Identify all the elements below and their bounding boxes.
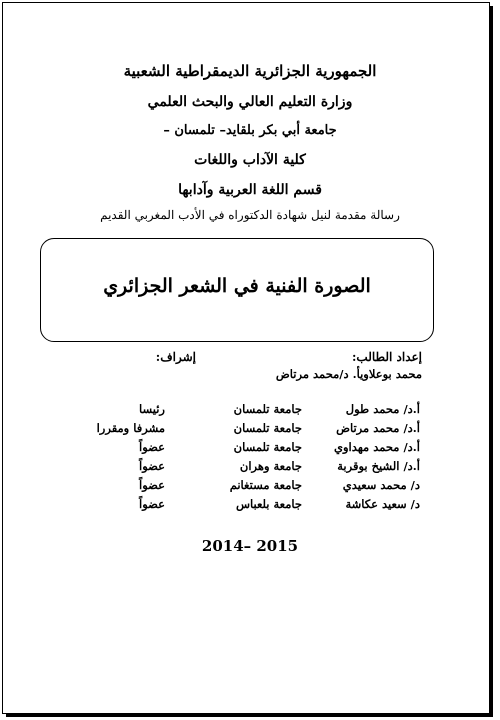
academic-year: 2014– 2015: [201, 537, 299, 555]
committee-row: [90, 497, 420, 516]
member-name: أ.د/ الشيخ بوقربة: [337, 459, 420, 473]
thesis-title-box: [40, 238, 434, 342]
member-university: جامعة بلعباس: [235, 497, 302, 511]
committee-row: [90, 402, 420, 421]
student-supervisor-names: محمد بوعلاويأ. د/محمد مرتاض: [275, 367, 422, 381]
member-name: أ.د/ محمد مهداوي: [333, 440, 420, 454]
supervision-label: إشراف:: [155, 350, 196, 364]
member-university: جامعة تلمسان: [233, 440, 302, 454]
page-shadow-bottom: [6, 713, 493, 717]
member-role: عضواً: [139, 478, 165, 492]
page-shadow-right: [489, 6, 493, 717]
faculty-heading: كلية الآداب واللغات: [194, 152, 306, 168]
member-university: جامعة وهران: [239, 459, 302, 473]
member-role: عضواً: [139, 459, 165, 473]
university-heading: جامعة أبي بكر بلقايد– تلمسان –: [163, 123, 337, 138]
committee-row: [90, 440, 420, 459]
member-name: د/ سعيد عكاشة: [345, 497, 420, 511]
member-name: أ.د/ محمد طول: [345, 402, 420, 416]
ministry-heading: وزارة التعليم العالي والبحث العلمي: [147, 94, 353, 110]
member-name: أ.د/ محمد مرتاض: [336, 421, 420, 435]
committee-row: [90, 459, 420, 478]
committee-table: [90, 402, 420, 516]
prepared-by-label: إعداد الطالب:: [351, 350, 422, 364]
member-role: مشرفا ومقررا: [96, 421, 165, 435]
member-university: جامعة مستغانم: [229, 478, 302, 492]
thesis-note: رسالة مقدمة لنيل شهادة الدكتوراه في الأدب المغربي القديم: [100, 208, 400, 222]
member-role: رئيسا: [139, 402, 165, 416]
republic-heading: الجمهورية الجزائرية الديمقراطية الشعبية: [123, 62, 377, 80]
member-role: عضواً: [139, 497, 165, 511]
member-university: جامعة تلمسان: [233, 402, 302, 416]
member-university: جامعة تلمسان: [233, 421, 302, 435]
thesis-title: الصورة الفنية في الشعر الجزائري: [103, 275, 371, 297]
committee-row: [90, 478, 420, 497]
member-role: عضواً: [139, 440, 165, 454]
member-name: د/ محمد سعيدي: [342, 478, 420, 492]
department-heading: قسم اللغة العربية وآدابها: [178, 182, 322, 198]
committee-row: [90, 421, 420, 440]
